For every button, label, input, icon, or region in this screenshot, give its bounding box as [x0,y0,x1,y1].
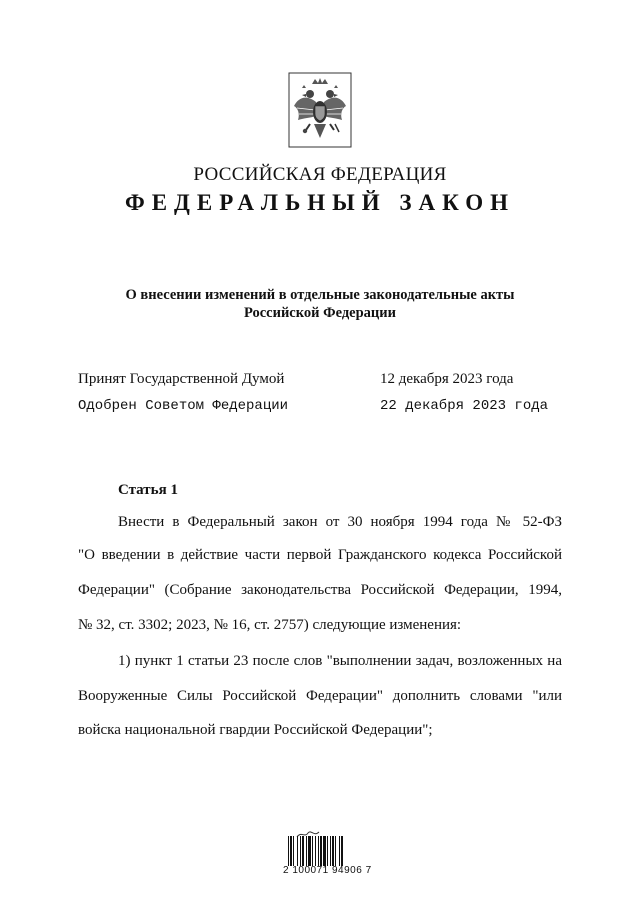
duma-adoption-date: 12 декабря 2023 года [380,371,514,387]
barcode-bar [330,836,331,866]
barcode-bar [312,836,313,866]
barcode-bar [288,836,289,866]
article-text-line: 1) пункт 1 статьи 23 после слов "выполнении задач, возложенных на [118,653,562,669]
article-text-line: Федерации" (Собрание законодательства Российской Федерации, 1994, [78,582,562,598]
council-approval-label: Одобрен Советом Федерации [78,398,289,414]
barcode [288,836,366,866]
barcode-number: 2 100071 94906 7 [283,865,372,876]
article-text-line: Вооруженные Силы Российской Федерации" дополнить словами "или [78,688,562,704]
duma-adoption-label: Принят Государственной Думой [78,371,285,387]
article-text-line: "О введении в действие части первой Гражданского кодекса Российской [78,547,562,563]
barcode-bar [300,836,301,866]
article-text-line: № 32, ст. 3302; 2023, № 16, ст. 2757) следующие изменения: [78,617,462,633]
barcode-bar [335,836,336,866]
russian-coat-of-arms-icon [288,72,352,148]
article-text-line: Внести в Федеральный закон от 30 ноября 1994 года № 52-ФЗ [118,514,562,530]
barcode-bar [308,836,311,866]
coat-of-arms-emblem [288,72,352,148]
law-title-line-1: О внесении изменений в отдельные законодательные акты [125,287,515,303]
barcode-bar [320,836,322,866]
barcode-bar [339,836,340,866]
barcode-bar [306,836,307,866]
council-approval-date: 22 декабря 2023 года [380,398,549,414]
barcode-bar [293,836,294,866]
barcode-bar [290,836,292,866]
article-text-line: войска национальной гвардии Российской Федерации"; [78,722,433,738]
law-title-line-2: Российской Федерации [243,305,396,321]
barcode-bar [332,836,334,866]
barcode-bar [327,836,328,866]
article-heading: Статья 1 [118,482,178,498]
barcode-bar [323,836,326,866]
country-name: РОССИЙСКАЯ ФЕДЕРАЦИЯ [193,164,447,185]
barcode-bar [318,836,319,866]
barcode-bar [297,836,298,866]
barcode-bar [341,836,343,866]
barcode-bar [302,836,304,866]
barcode-bar [315,836,316,866]
law-type-heading: ФЕДЕРАЛЬНЫЙ ЗАКОН [124,190,516,215]
